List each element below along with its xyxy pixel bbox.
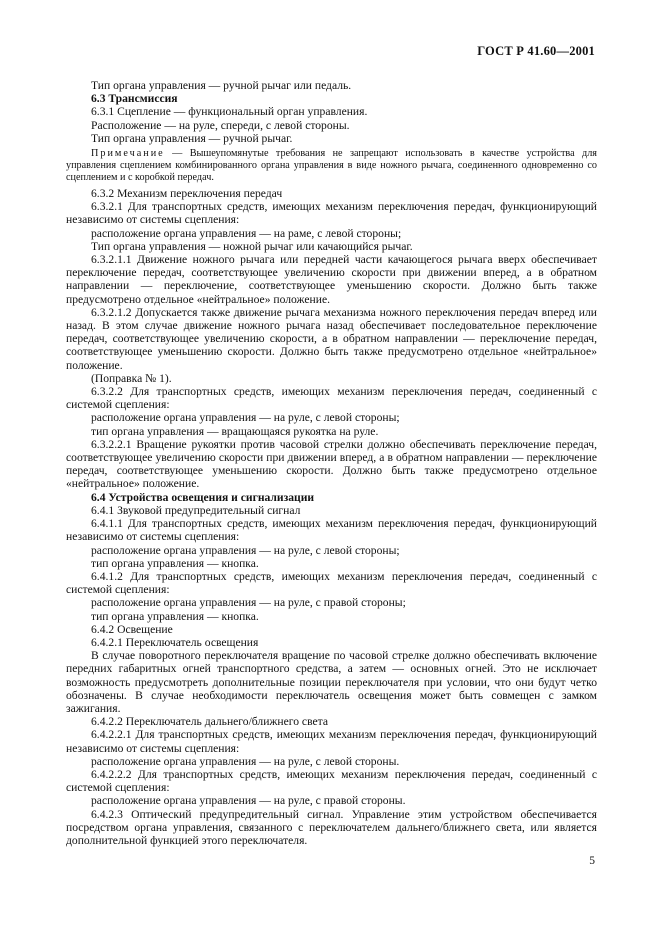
page-number: 5 — [589, 855, 595, 867]
paragraph: тип органа управления — кнопка. — [91, 556, 259, 570]
note-label: Примечание — [91, 148, 165, 160]
paragraph: 6.4.2.3 Оптический предупредительный сигнал. Управление этим устройством обеспечивается посредством органа управления, связанного с переключателем дальнего/ближнего света, или является дополнительной функцией этого переключателя. — [66, 807, 597, 847]
section-heading: 6.3 Трансмиссия — [91, 92, 178, 106]
paragraph: расположение органа управления — на руле, с левой стороны; — [91, 411, 400, 425]
paragraph: Тип органа управления — ножной рычаг или качающийся рычаг. — [91, 239, 413, 253]
paragraph: расположение органа управления — на руле, с правой стороны; — [91, 596, 406, 610]
section-heading: 6.4 Устройства освещения и сигнализации — [91, 490, 315, 504]
paragraph: 6.4.1.1 Для транспортных средств, имеющих механизм переключения передач, функционирующий независимо от системы сцепления: — [66, 517, 597, 544]
paragraph: 6.4.2.2 Переключатель дальнего/ближнего света — [91, 715, 328, 729]
paragraph: 6.4.1 Звуковой предупредительный сигнал — [91, 503, 301, 517]
paragraph: 6.3.2.1 Для транспортных средств, имеющих механизм переключения передач, функционирующий независимо от системы сцепления: — [66, 200, 597, 227]
document-header: ГОСТ Р 41.60—2001 — [477, 44, 595, 58]
paragraph: 6.4.2.1 Переключатель освещения — [91, 635, 259, 649]
paragraph: (Поправка № 1). — [91, 371, 172, 385]
paragraph: 6.3.2.2 Для транспортных средств, имеющих механизм переключения передач, соединенный с системой сцепления: — [66, 385, 597, 412]
paragraph: 6.4.2 Освещение — [91, 622, 173, 636]
document-body — [66, 79, 597, 847]
paragraph: тип органа управления — кнопка. — [91, 609, 259, 623]
paragraph: В случае поворотного переключателя вращение по часовой стрелке должно обеспечивать включение передних габаритных огней транспортного средства, а затем — основных огней. Это не исключает возможность предусмотреть дополнительные позиции переключателя при условии, что они будут четко обозначены. В случае необходимости переключатель освещения может быть совмещен с замком зажигания. — [66, 649, 597, 715]
paragraph: тип органа управления — вращающаяся рукоятка на руле. — [91, 424, 379, 438]
paragraph: 6.3.1 Сцепление — функциональный орган управления. — [91, 105, 368, 119]
paragraph: 6.4.2.2.2 Для транспортных средств, имеющих механизм переключения передач, соединенный с системой сцепления: — [66, 767, 597, 795]
paragraph: 6.3.2.1.2 Допускается также движение рычага механизма ножного переключения передач вперед или назад. В этом случае движение ножного рычага назад обеспечивает последовательное переключение передач, соответствующее увеличению скорости, а в обратном направлении — переключение передач, соответствующее уменьшению скорости. Должно быть также предусмотрено отдельное «нейтральное» положение. — [66, 305, 597, 372]
note-text: — Вышеупомянутые требования не запрещают использовать в качестве устройства для управления сцеплением комбинированного органа управления в виде ножного рычага, соединенного одновременно со сцеплением и с коробкой передач. — [66, 148, 597, 184]
paragraph: Расположение — на руле, спереди, с левой стороны. — [91, 118, 350, 132]
paragraph: расположение органа управления — на руле, с правой стороны. — [91, 794, 406, 808]
paragraph: 6.3.2.1.1 Движение ножного рычага или передней части качающегося рычага вверх обеспечивает переключение передач, соответствующее увеличению скорости при движении вперед, а в обратном направлении — переключение, соответствующее уменьшению скорости. Должно быть также предусмотрено отдельное «нейтральное» положение. — [66, 253, 597, 306]
paragraph: 6.3.2 Механизм переключения передач — [91, 187, 283, 201]
paragraph: 6.4.2.2.1 Для транспортных средств, имеющих механизм переключения передач, функционирующий независимо от системы сцепления: — [66, 728, 597, 755]
paragraph: Тип органа управления — ручной рычаг или педаль. — [91, 79, 352, 92]
note — [66, 148, 597, 184]
paragraph: Тип органа управления — ручной рычаг. — [91, 131, 293, 145]
paragraph: расположение органа управления — на раме, с левой стороны; — [91, 226, 402, 240]
paragraph: расположение органа управления — на руле, с левой стороны; — [91, 543, 400, 557]
paragraph: 6.3.2.2.1 Вращение рукоятки против часовой стрелки должно обеспечивать переключение передач, соответствующее увеличению скорости при движении вперед, а в обратном направлении — переключение передач, соответствующее уменьшению скорости. Должно быть также предусмотрено отдельное «нейтральное» положение. — [66, 437, 597, 491]
paragraph: расположение органа управления — на руле, с левой стороны. — [91, 754, 400, 768]
paragraph: 6.4.1.2 Для транспортных средств, имеющих механизм переключения передач, соединенный с системой сцепления: — [66, 569, 597, 597]
